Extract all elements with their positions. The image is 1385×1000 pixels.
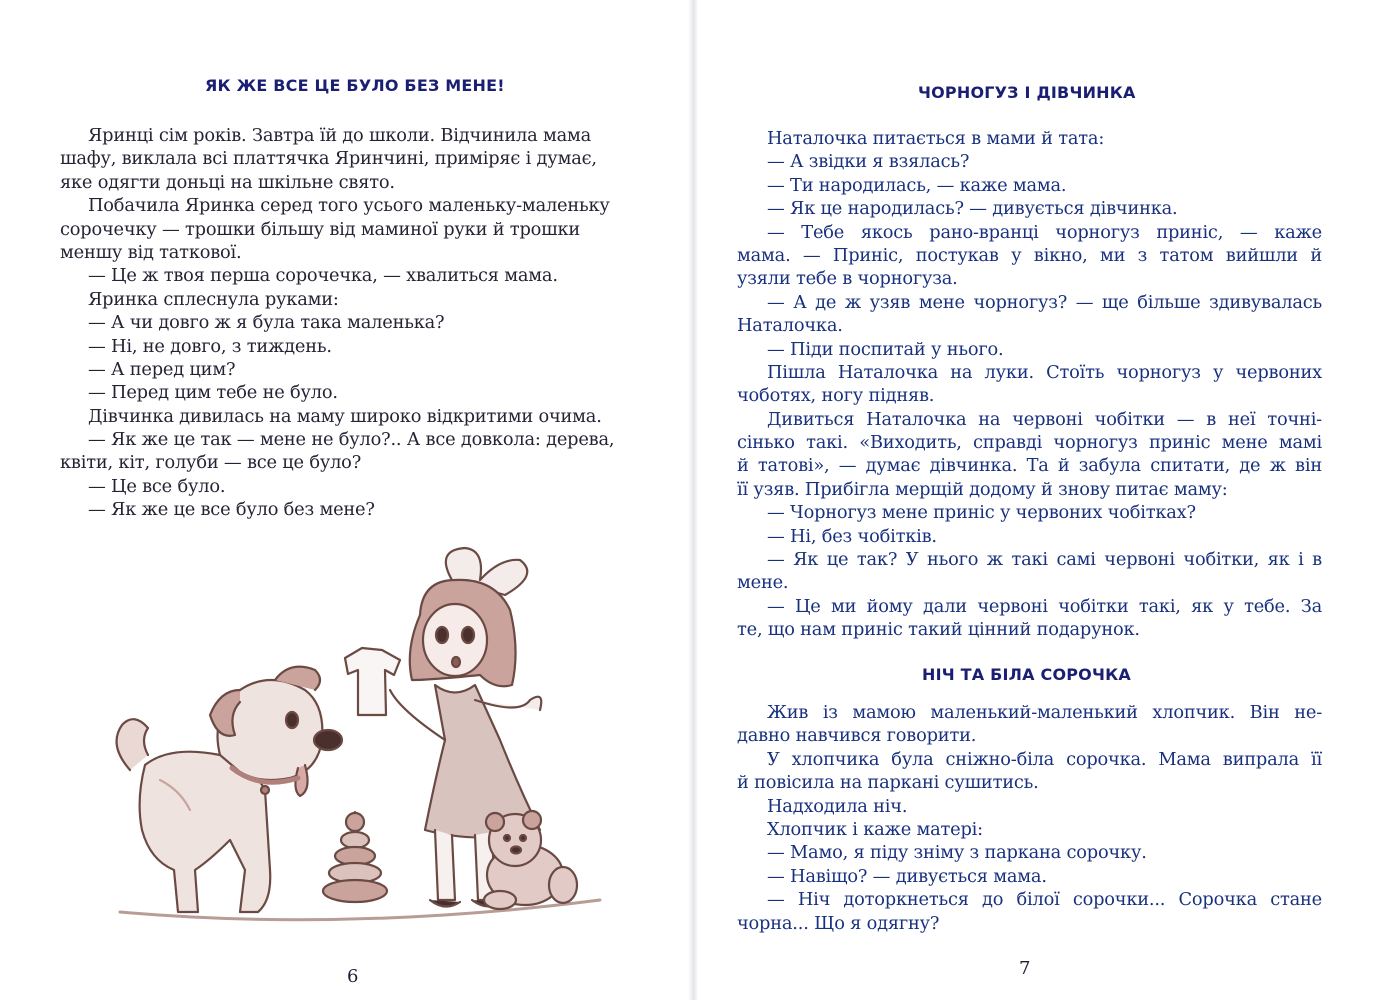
page-number: 6 bbox=[347, 966, 359, 987]
text-line: — А де ж узяв мене чорногуз? — ще більше здивувалась bbox=[767, 291, 1322, 313]
text-line: — Ні, без чобітків. bbox=[767, 525, 937, 547]
text-line: — А перед цим? bbox=[88, 358, 236, 380]
text-line: сорочечку — трошки більшу від маминої руки й трошки bbox=[60, 218, 581, 240]
text-line: — Тебе якось рано-вранці чорногуз приніс, — каже bbox=[767, 221, 1322, 243]
text-line: Дівчинка дивилась на маму широко відкритими очима. bbox=[88, 405, 602, 427]
text-line: сінько такі. «Виходить, справді чорногуз приніс мене мамі bbox=[737, 432, 1322, 454]
text-line: Надходила ніч. bbox=[767, 795, 908, 817]
text-line: узяли тебе в чорногуза. bbox=[737, 268, 958, 290]
pyramid-toy-drawing bbox=[323, 812, 387, 902]
text-line: мене. bbox=[737, 572, 789, 594]
text-line: яке одягти доньці на шкільне свято. bbox=[60, 171, 395, 193]
text-line: — Ти народилась, — каже мама. bbox=[767, 174, 1067, 196]
text-line: давно навчився говорити. bbox=[737, 725, 977, 747]
text-line: мама. — Приніс, постукав у вікно, ми з татом вийшли й bbox=[737, 244, 1322, 266]
text-line: — Як же це так — мене не було?.. А все довкола: дерева, bbox=[88, 429, 615, 451]
text-line: У хлопчика була сніжно-біла сорочка. Мама випрала її bbox=[767, 748, 1322, 770]
page-number: 7 bbox=[1019, 958, 1031, 979]
text-line: чоботях, ногу підняв. bbox=[737, 385, 935, 407]
text-line: — Навіщо? — дивується мама. bbox=[767, 865, 1047, 887]
text-line: Дивиться Наталочка на червоні чобітки — в неї точні- bbox=[767, 408, 1322, 430]
text-line: шафу, виклала всі платтячка Яринчині, приміряє і думає, bbox=[60, 148, 597, 170]
text-line: — А звідки я взялась? bbox=[767, 151, 970, 173]
text-line: її узяв. Прибігла мерщій додому й знову питає маму: bbox=[737, 478, 1228, 500]
teddy-bear-drawing bbox=[484, 811, 577, 909]
text-line: — Мамо, я піду зніму з паркана сорочку. bbox=[767, 842, 1147, 864]
text-line: меншу від таткової. bbox=[60, 241, 242, 263]
text-line: — Це все було. bbox=[88, 475, 226, 497]
text-line: Побачила Яринка серед того усього маленьку-маленьку bbox=[88, 195, 610, 217]
text-line: Наталочка. bbox=[737, 315, 843, 337]
text-line: квіти, кіт, голуби — все це було? bbox=[60, 452, 362, 474]
text-line: Пішла Наталочка на луки. Стоїть чорногуз у червоних bbox=[767, 361, 1322, 383]
text-line: — Піди поспитай у нього. bbox=[767, 338, 1004, 360]
text-line: — Як же це все було без мене? bbox=[88, 499, 375, 521]
story-title: НІЧ ТА БІЛА СОРОЧКА bbox=[922, 665, 1131, 684]
text-line: чорна... Що я одягну? bbox=[737, 912, 940, 934]
text-line: — Чорногуз мене приніс у червоних чобітках? bbox=[767, 502, 1196, 524]
story-title: ЯК ЖЕ ВСЕ ЦЕ БУЛО БЕЗ МЕНЕ! bbox=[205, 76, 505, 95]
text-line: — Як це так? У нього ж такі самі червоні чобітки, як і в bbox=[767, 549, 1322, 571]
story-text bbox=[737, 127, 1322, 642]
text-line: — Це ми йому дали червоні чобітки такі, як у тебе. За bbox=[767, 595, 1322, 617]
story-text bbox=[60, 124, 649, 522]
text-line: — Перед цим тебе не було. bbox=[88, 382, 338, 404]
text-line: Наталочка питається в мами й тата: bbox=[767, 128, 1105, 149]
text-line: Хлопчик і каже матері: bbox=[767, 818, 983, 840]
text-line: Яринка сплеснула руками: bbox=[88, 288, 339, 310]
text-line: — Як це народилась? — дивується дівчинка. bbox=[767, 198, 1178, 220]
text-line: Жив із мамою маленький-маленький хлопчик. Він не- bbox=[767, 702, 1322, 723]
story-illustration bbox=[100, 540, 610, 935]
text-line: — Це ж твоя перша сорочечка, — хвалиться мама. bbox=[88, 265, 558, 287]
text-line: те, що нам приніс такий цінний подарунок. bbox=[737, 619, 1140, 641]
text-line: Яринці сім років. Завтра їй до школи. Відчинила мама bbox=[88, 125, 592, 146]
text-line: — А чи довго ж я була така маленька? bbox=[88, 312, 445, 334]
left-page bbox=[0, 0, 692, 1000]
text-line: — Ніч доторкнеться до білої сорочки... Сорочка стане bbox=[767, 889, 1322, 911]
story-text bbox=[737, 701, 1322, 935]
text-line: — Ні, не довго, з тиждень. bbox=[88, 335, 332, 357]
text-line: й повісила на паркані сушитись. bbox=[737, 772, 1039, 794]
text-line: й татові», — думає дівчинка. Та й забула спитати, де ж він bbox=[737, 455, 1322, 477]
dog-drawing bbox=[117, 667, 342, 912]
story-title: ЧОРНОГУЗ І ДІВЧИНКА bbox=[918, 83, 1136, 102]
